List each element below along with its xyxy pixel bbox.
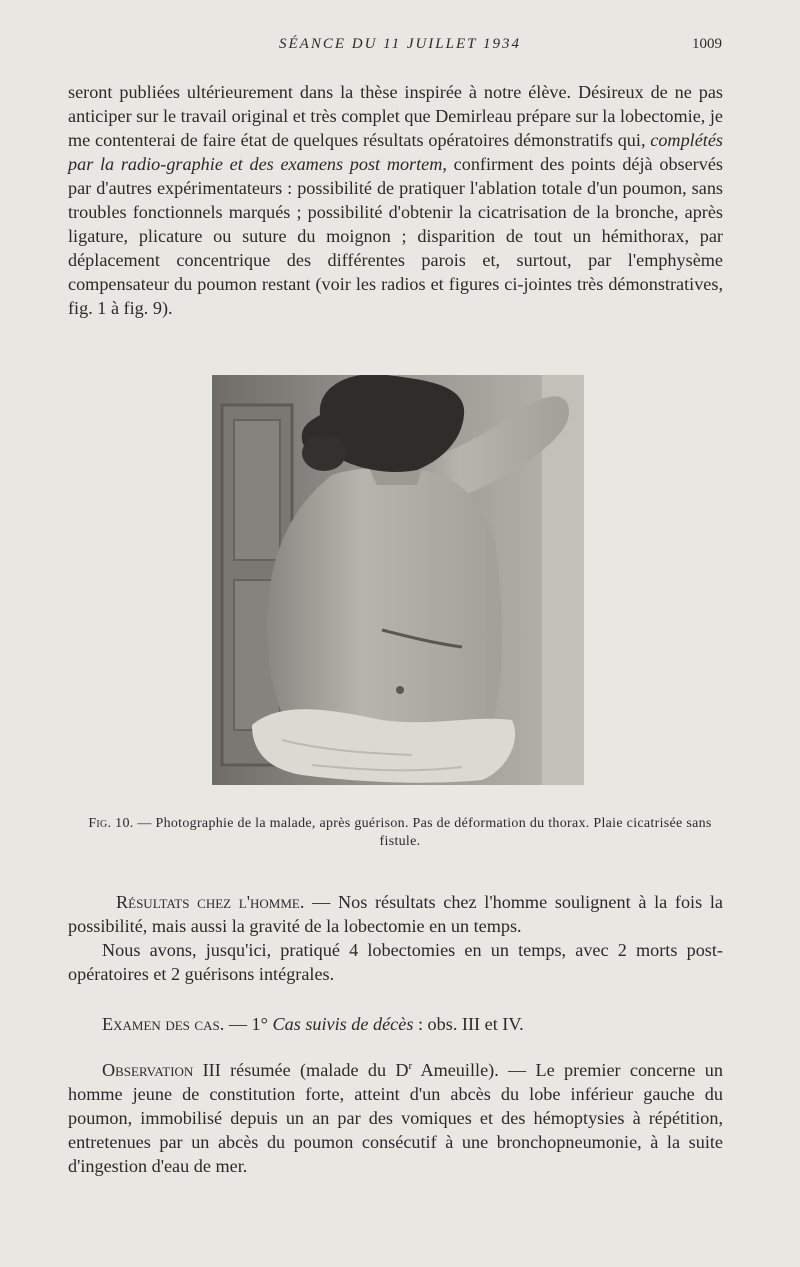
observation-text-b: Ameuille). — Le premier concerne un homme jeune de constitution forte, atteint d'un abcès du lobe inférieur gauche du poumon, immobilisé depuis un an par des vomiques et des hémoptysies à répétition, entretenues par un abcès du poumon consécutif à une bronchopneumonie, à la suite d'ingestion d'eau de mer.	[68, 1060, 723, 1176]
page-number: 1009	[692, 36, 722, 52]
running-title: SÉANCE DU 11 JUILLET 1934	[279, 36, 521, 52]
figure-caption-label: Fig. 10.	[88, 816, 134, 831]
paragraph-intro-italic: complétés par la radio-graphie et des examens post mortem	[68, 130, 723, 174]
paragraph-lobectomies: Nous avons, jusqu'ici, pratiqué 4 lobectomies en un temps, avec 2 morts post-opératoires et 2 guérisons intégrales.	[68, 940, 723, 984]
paragraph-intro	[68, 80, 723, 320]
results-heading: Résultats chez l'homme.	[116, 892, 305, 912]
observation-heading: Observation	[102, 1060, 194, 1080]
cases-heading: Examen des cas.	[102, 1014, 225, 1034]
paragraph-observation	[68, 1058, 723, 1178]
cases-number: — 1°	[224, 1014, 273, 1034]
figure-caption	[68, 815, 732, 851]
results-text: — Nos résultats chez l'homme soulignent à la fois la possibilité, mais aussi la gravité de la lobectomie en un temps.	[68, 892, 723, 936]
figure-caption-text: — Photographie de la malade, après guérison. Pas de déformation du thorax. Plaie cicatrisée sans fistule.	[133, 816, 712, 849]
observation-text-a: III résumée (malade du D	[193, 1060, 409, 1080]
observation-sup: r	[408, 1059, 413, 1072]
cases-italic: Cas suivis de décès	[272, 1014, 414, 1034]
paragraph-intro-text-a: seront publiées ultérieurement dans la thèse inspirée à notre élève. Désireux de ne pas anticiper sur le travail original et très complet que Demirleau prépare sur la lobectomie, je me contenterai de faire état de quelques résultats opératoires démonstratifs qui,	[68, 82, 723, 150]
figure-photograph	[212, 375, 584, 785]
cases-tail: : obs. III et IV.	[413, 1014, 524, 1034]
paragraph-cases	[68, 1012, 723, 1036]
patient-back-photo	[212, 375, 584, 785]
paragraph-results	[68, 890, 723, 938]
running-head	[0, 36, 800, 58]
paragraph-intro-text-b: , confirment des points déjà observés par d'autres expérimentateurs : possibilité de pratiquer l'ablation totale d'un poumon, sans troubles fonctionnels marqués ; possibilité d'obtenir la cicatrisation de la bronche, après ligature, plicature ou suture du moignon ; disparition de tout un hémithorax, par déplacement concentrique des différentes parois et, surtout, par l'emphysème compensateur du poumon restant (voir les radios et figures ci-jointes très démonstratives, fig. 1 à fig. 9).	[68, 154, 723, 318]
